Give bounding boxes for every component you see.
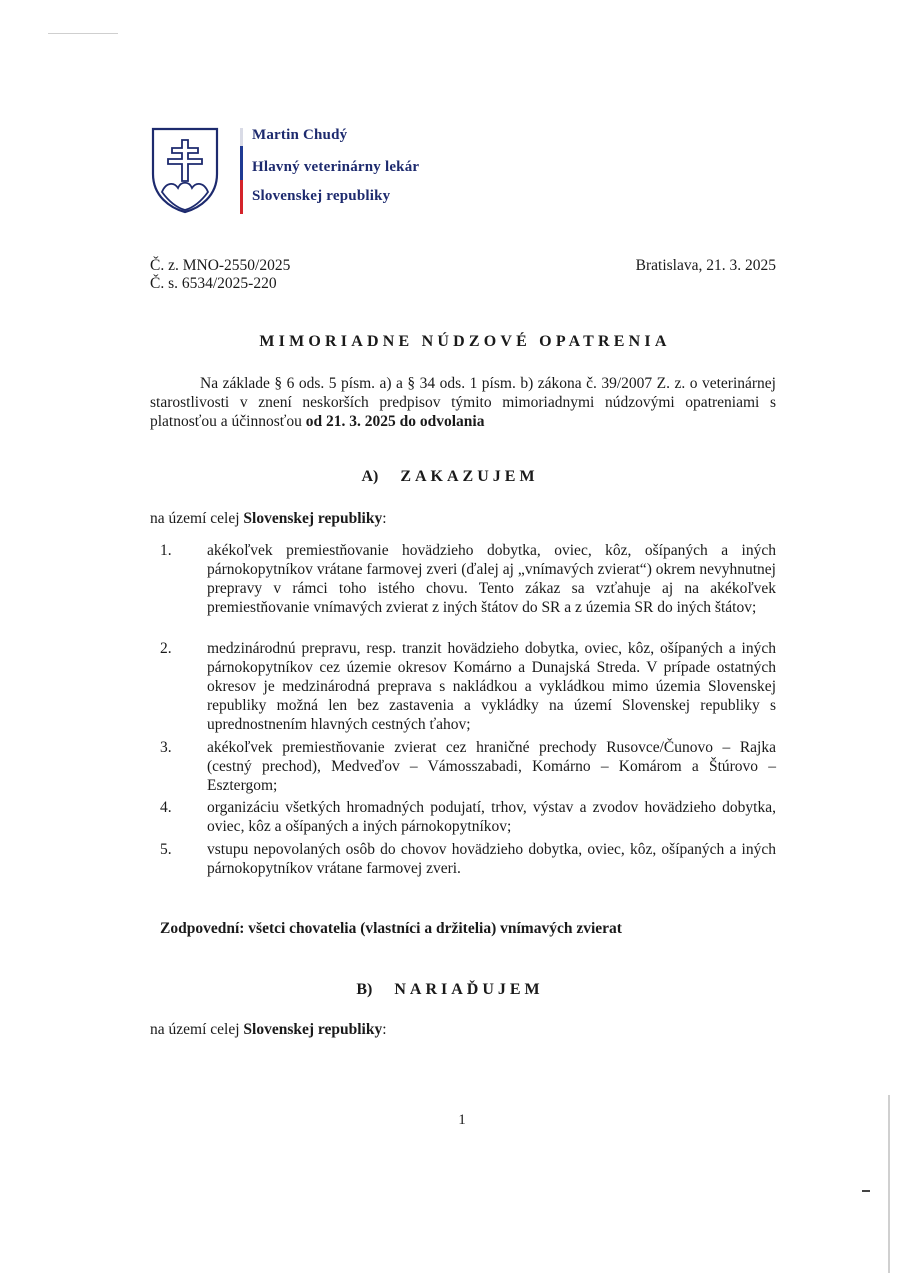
area-prefix: na území celej <box>150 1021 244 1038</box>
sender-country: Slovenskej republiky <box>252 188 391 204</box>
section-b-area <box>150 1021 387 1039</box>
sender-name: Martin Chudý <box>252 127 348 143</box>
validity-period: od 21. 3. 2025 do odvolania <box>305 413 485 430</box>
file-number: Č. s. 6534/2025-220 <box>150 275 277 292</box>
item-text: vstupu nepovolaných osôb do chovov hovädzieho dobytka, oviec, kôz, ošípaných a iných párnokopytníkov vrátane farmovej zveri. <box>207 841 776 877</box>
area-suffix: : <box>382 510 387 527</box>
item-number: 1. <box>160 542 172 559</box>
area-prefix: na území celej <box>150 510 244 527</box>
intro-paragraph <box>150 374 776 431</box>
section-a-heading <box>0 468 900 486</box>
area-country: Slovenskej republiky <box>243 1021 383 1038</box>
list-item <box>150 639 776 734</box>
list-item <box>150 541 776 636</box>
section-a-letter: A) <box>361 468 379 485</box>
tricolor-divider <box>240 128 243 214</box>
list-item <box>150 840 776 878</box>
list-item <box>150 738 776 795</box>
item-number: 4. <box>160 799 172 816</box>
scan-edge-mark <box>862 1190 870 1192</box>
page-number: 1 <box>458 1112 466 1128</box>
section-b-heading <box>0 981 900 999</box>
coat-of-arms-icon <box>150 126 220 214</box>
section-b-title: NARIAĎUJEM <box>394 981 544 998</box>
place-date: Bratislava, 21. 3. 2025 <box>635 257 776 274</box>
item-number: 5. <box>160 841 172 858</box>
section-a-title: ZAKAZUJEM <box>400 468 539 485</box>
section-b-letter: B) <box>356 981 373 998</box>
item-number: 3. <box>160 739 172 756</box>
item-text: medzinárodnú prepravu, resp. tranzit hovädzieho dobytka, oviec, kôz, ošípaných a iných párnokopytníkov cez územie okresov Komárno a Dunajská Streda. V prípade ostatných okresov je medzinárodná preprava s nakládkou a vykládkou mimo územia Slovenskej republiky možná len bez zastavenia a vykládky na území Slovenskej republiky s uprednostnením hlavných cestných ťahov; <box>207 640 776 733</box>
case-number: Č. z. MNO-2550/2025 <box>150 257 291 274</box>
document-title: MIMORIADNE NÚDZOVÉ OPATRENIA <box>259 333 671 350</box>
area-country: Slovenskej republiky <box>243 510 383 527</box>
responsible-parties: Zodpovední: všetci chovatelia (vlastníci a držitelia) vnímavých zvierat <box>160 920 622 937</box>
area-suffix: : <box>382 1021 387 1038</box>
scan-artifact-line <box>48 33 118 34</box>
sender-position: Hlavný veterinárny lekár <box>252 159 420 175</box>
item-text: akékoľvek premiestňovanie zvierat cez hraničné prechody Rusovce/Čunovo – Rajka (cestný prechod), Medveďov – Vámosszabadi, Komárno – Komárom a Štúrovo – Esztergom; <box>207 739 776 794</box>
item-text: organizáciu všetkých hromadných podujatí, trhov, výstav a zvodov hovädzieho dobytka, oviec, kôz a ošípaných a iných párnokopytníkov; <box>207 799 776 835</box>
section-a-area <box>150 510 387 528</box>
scan-edge-line <box>888 1095 890 1273</box>
item-text: akékoľvek premiestňovanie hovädzieho dobytka, oviec, kôz, ošípaných a iných párnokopytníkov vrátane farmovej zveri (ďalej aj „vnímavých zvierat“) okrem nevyhnutnej prepravy v rámci toho istého chovu. Tento zákaz sa vzťahuje aj na akékoľvek premiestňovanie vnímavých zvierat z iných štátov do SR a z územia SR do iných štátov; <box>207 542 776 616</box>
item-number: 2. <box>160 640 172 657</box>
intro-text: Na základe § 6 ods. 5 písm. a) a § 34 ods. 1 písm. b) zákona č. 39/2007 Z. z. o veterinárnej starostlivosti v znení neskorších predpisov týmito mimoriadnymi núdzovými opatreniami s platnosťou a účinnosťou <box>150 375 776 430</box>
list-item <box>150 798 776 836</box>
